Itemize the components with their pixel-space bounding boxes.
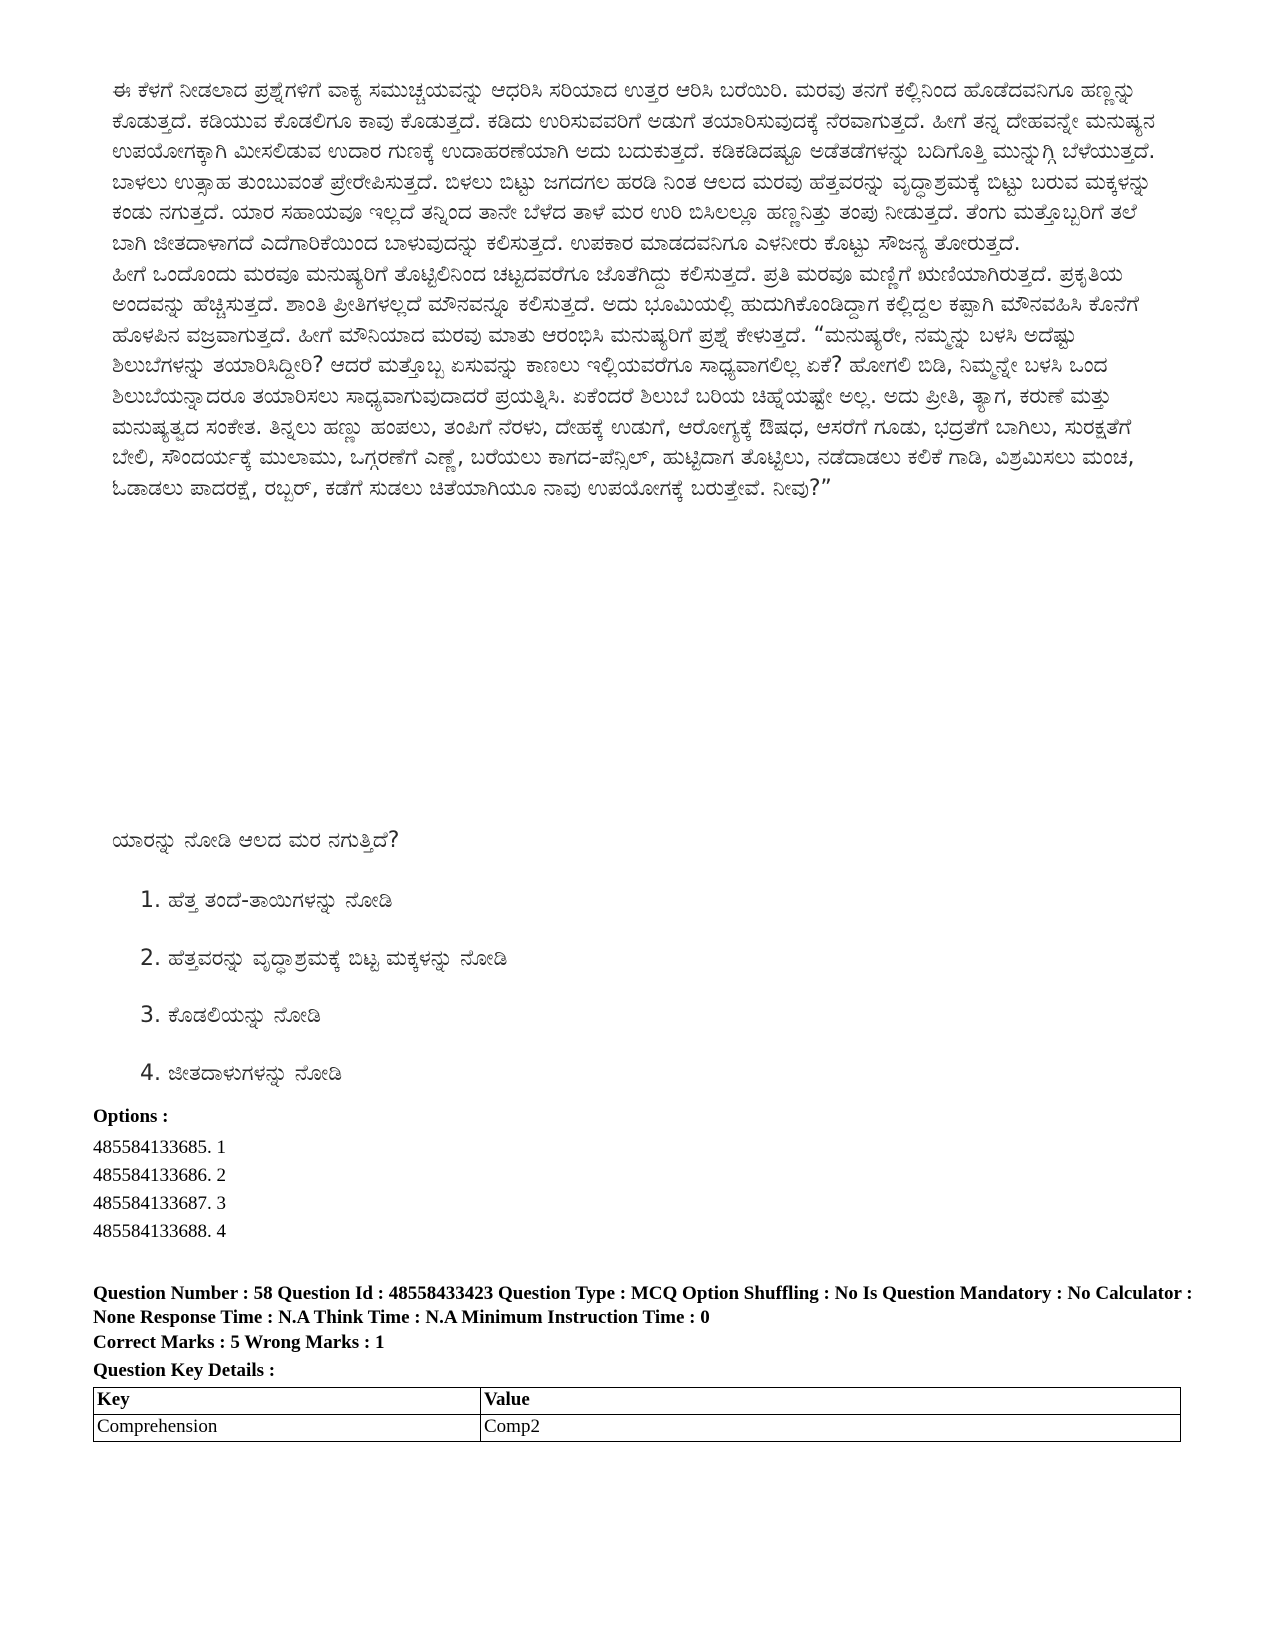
cell-value: Comp2: [481, 1415, 1181, 1442]
passage-paragraph-1: ಈ ಕೆಳಗೆ ನೀಡಲಾದ ಪ್ರಶ್ನೆಗಳಿಗೆ ವಾಕ್ಯ ಸಮುಚ್ಚಯವನ್ನು ಆಧರಿಸಿ ಸರಿಯಾದ ಉತ್ತರ ಆರಿಸಿ ಬರೆಯಿರಿ. ಮರವು ತನಗೆ ಕಲ್ಲಿನಿಂದ ಹೊಡೆದವನಿಗೂ ಹಣ್ಣನ್ನು ಕೊಡುತ್ತದೆ. ಕಡಿಯುವ ಕೊಡಲಿಗೂ ಕಾವು ಕೊಡುತ್ತದೆ. ಕಡಿದು ಉರಿಸುವವರಿಗೆ ಅಡುಗೆ ತಯಾರಿಸುವುದಕ್ಕೆ ನೆರವಾಗುತ್ತದೆ. ಹೀಗೆ ತನ್ನ ದೇಹವನ್ನೇ ಮನುಷ್ಯನ ಉಪಯೋಗಕ್ಕಾಗಿ ಮೀಸಲಿಡುವ ಉದಾರ ಗುಣಕ್ಕೆ ಉದಾಹರಣೆಯಾಗಿ ಅದು ಬದುಕುತ್ತದೆ. ಕಡಿಕಡಿದಷ್ಟೂ ಅಡೆತಡೆಗಳನ್ನು ಬದಿಗೊತ್ತಿ ಮುನ್ನುಗ್ಗಿ ಬೆಳೆಯುತ್ತದೆ. ಬಾಳಲು ಉತ್ಸಾಹ ತುಂಬುವಂತೆ ಪ್ರೇರೇಪಿಸುತ್ತದೆ. ಬಿಳಲು ಬಿಟ್ಟು ಜಗದಗಲ ಹರಡಿ ನಿಂತ ಆಲದ ಮರವು ಹೆತ್ತವರನ್ನು ವೃದ್ಧಾಶ್ರಮಕ್ಕೆ ಬಿಟ್ಟು ಬರುವ ಮಕ್ಕಳನ್ನು ಕಂಡು ನಗುತ್ತದೆ. ಯಾರ ಸಹಾಯವೂ ಇಲ್ಲದೆ ತನ್ನಿಂದ ತಾನೇ ಬೆಳೆದ ತಾಳೆ ಮರ ಉರಿ ಬಿಸಿಲಲ್ಲೂ ಹಣ್ಣನಿತ್ತು ತಂಪು ನೀಡುತ್ತದೆ. ತೆಂಗು ಮತ್ತೊಬ್ಬರಿಗೆ ತಲೆ ಬಾಗಿ ಜೀತದಾಳಾಗದೆ ಎದೆಗಾರಿಕೆಯಿಂದ ಬಾಳುವುದನ್ನು ಕಲಿಸುತ್ತದೆ. ಉಪಕಾರ ಮಾಡದವನಿಗೂ ಎಳನೀರು ಕೊಟ್ಟು ಸೌಜನ್ಯ ತೋರುತ್ತದೆ.: [112, 78, 1156, 256]
option-id-2: 485584133686. 2: [93, 1165, 226, 1186]
answer-choices: [140, 886, 507, 1116]
cell-key: Comprehension: [94, 1415, 481, 1442]
table-header-row: [94, 1388, 1181, 1415]
table-row: [94, 1415, 1181, 1442]
choice-1: 1. ಹೆತ್ತ ತಂದೆ-ತಾಯಿಗಳನ್ನು ನೋಡಿ: [140, 888, 393, 913]
choice-4: 4. ಜೀತದಾಳುಗಳನ್ನು ನೋಡಿ: [140, 1060, 343, 1086]
options-heading: Options :: [93, 1106, 169, 1127]
header-key: Key: [94, 1388, 481, 1415]
header-value: Value: [481, 1388, 1181, 1415]
choice-3: 3. ಕೊಡಲಿಯನ್ನು ನೋಡಿ: [140, 1003, 321, 1028]
question-metadata: Question Number : 58 Question Id : 48558433423 Question Type : MCQ Option Shuffling : No Is Question Mandatory : No Calculator : None Response Time : N.A Think Time : N.A Minimum Instruction Time : 0: [93, 1283, 1193, 1328]
option-id-4: 485584133688. 4: [93, 1221, 226, 1242]
option-id-1: 485584133685. 1: [93, 1137, 226, 1158]
marks-info: Correct Marks : 5 Wrong Marks : 1: [93, 1332, 385, 1353]
passage-paragraph-2: ಹೀಗೆ ಒಂದೊಂದು ಮರವೂ ಮನುಷ್ಯರಿಗೆ ತೊಟ್ಟಿಲಿನಿಂದ ಚಟ್ಟದವರೆಗೂ ಜೊತೆಗಿದ್ದು ಕಲಿಸುತ್ತದೆ. ಪ್ರತಿ ಮರವೂ ಮಣ್ಣಿಗೆ ಋಣಿಯಾಗಿರುತ್ತದೆ. ಪ್ರಕೃತಿಯ ಅಂದವನ್ನು ಹೆಚ್ಚಿಸುತ್ತದೆ. ಶಾಂತಿ ಪ್ರೀತಿಗಳಲ್ಲದೆ ಮೌನವನ್ನೂ ಕಲಿಸುತ್ತದೆ. ಅದು ಭೂಮಿಯಲ್ಲಿ ಹುದುಗಿಕೊಂಡಿದ್ದಾಗ ಕಲ್ಲಿದ್ದಲ ಕಪ್ಪಾಗಿ ಮೌನವಹಿಸಿ ಕೊನೆಗೆ ಹೊಳಪಿನ ವಜ್ರವಾಗುತ್ತದೆ. ಹೀಗೆ ಮೌನಿಯಾದ ಮರವು ಮಾತು ಆರಂಭಿಸಿ ಮನುಷ್ಯರಿಗೆ ಪ್ರಶ್ನೆ ಕೇಳುತ್ತದೆ. “ಮನುಷ್ಯರೇ, ನಮ್ಮನ್ನು ಬಳಸಿ ಅದೆಷ್ಟು ಶಿಲುಬೆಗಳನ್ನು ತಯಾರಿಸಿದ್ದೀರಿ? ಆದರೆ ಮತ್ತೊಬ್ಬ ಏಸುವನ್ನು ಕಾಣಲು ಇಲ್ಲಿಯವರೆಗೂ ಸಾಧ್ಯವಾಗಲಿಲ್ಲ ಏಕೆ? ಹೋಗಲಿ ಬಿಡಿ, ನಿಮ್ಮನ್ನೇ ಬಳಸಿ ಒಂದ ಶಿಲುಬೆಯನ್ನಾದರೂ ತಯಾರಿಸಲು ಸಾಧ್ಯವಾಗುವುದಾದರೆ ಪ್ರಯತ್ನಿಸಿ. ಏಕೆಂದರೆ ಶಿಲುಬೆ ಬರಿಯ ಚಿಹ್ನೆಯಷ್ಟೇ ಅಲ್ಲ. ಅದು ಪ್ರೀತಿ, ತ್ಯಾಗ, ಕರುಣೆ ಮತ್ತು ಮನುಷ್ಯತ್ವದ ಸಂಕೇತ. ತಿನ್ನಲು ಹಣ್ಣು ಹಂಪಲು, ತಂಪಿಗೆ ನೆರಳು, ದೇಹಕ್ಕೆ ಉಡುಗೆ, ಆರೋಗ್ಯಕ್ಕೆ ಔಷಧ, ಆಸರೆಗೆ ಗೂಡು, ಭದ್ರತೆಗೆ ಬಾಗಿಲು, ಸುರಕ್ಷತೆಗೆ ಬೇಲಿ, ಸೌಂದರ್ಯಕ್ಕೆ ಮುಲಾಮು, ಒಗ್ಗರಣೆಗೆ ಎಣ್ಣೆ, ಬರೆಯಲು ಕಾಗದ-ಪೆನ್ಸಿಲ್, ಹುಟ್ಟಿದಾಗ ತೊಟ್ಟಿಲು, ನಡೆದಾಡಲು ಕಲಿಕೆ ಗಾಡಿ, ವಿಶ್ರಮಿಸಲು ಮಂಚ, ಓಡಾಡಲು ಪಾದರಕ್ಷೆ, ರಬ್ಬರ್, ಕಡೆಗೆ ಸುಡಲು ಚಿತೆಯಾಗಿಯೂ ನಾವು ಉಪಯೋಗಕ್ಕೆ ಬರುತ್ತೇವೆ. ನೀವು?”: [112, 261, 1139, 501]
options-list: [93, 1134, 226, 1246]
choice-2: 2. ಹೆತ್ತವರನ್ನು ವೃದ್ಧಾಶ್ರಮಕ್ಕೆ ಬಿಟ್ಟ ಮಕ್ಕಳನ್ನು ನೋಡಿ: [140, 945, 508, 971]
question-text: ಯಾರನ್ನು ನೋಡಿ ಆಲದ ಮರ ನಗುತ್ತಿದೆ?: [112, 828, 400, 853]
key-details-table: [93, 1387, 1181, 1442]
option-id-3: 485584133687. 3: [93, 1193, 226, 1214]
key-details-heading: Question Key Details :: [93, 1360, 276, 1381]
comprehension-passage: [112, 76, 1162, 504]
